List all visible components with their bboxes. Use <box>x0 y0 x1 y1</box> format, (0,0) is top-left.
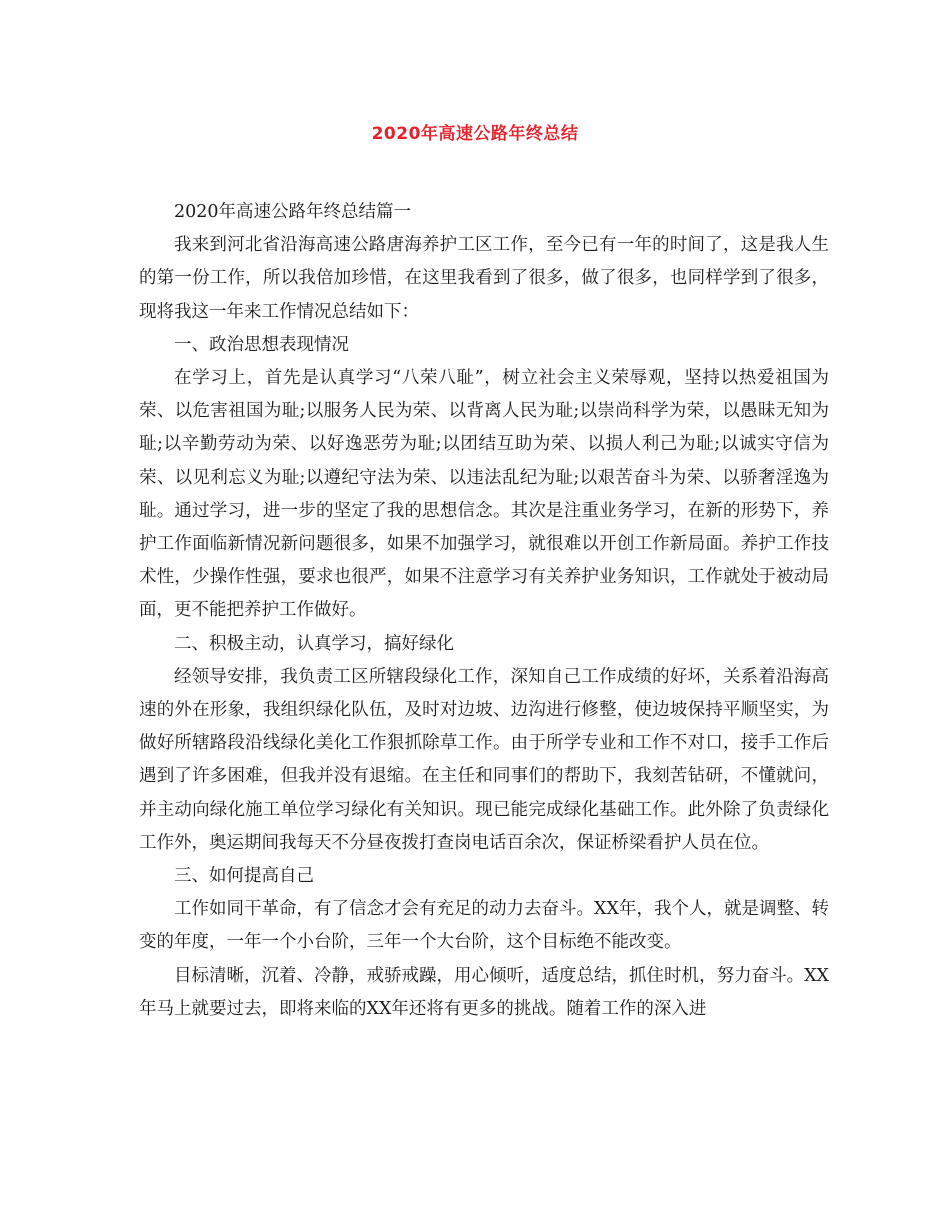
paragraph-section-3b: 目标清晰，沉着、冷静，戒骄戒躁，用心倾听，适度总结，抓住时机，努力奋斗。XX年马上就要过去，即将来临的XX年还将有更多的挑战。随着工作的深入进 <box>139 965 829 1019</box>
paragraph-section-1: 在学习上，首先是认真学习“八荣八耻”，树立社会主义荣辱观，坚持以热爱祖国为荣、以危害祖国为耻;以服务人民为荣、以背离人民为耻;以崇尚科学为荣，以愚昧无知为耻;以辛勤劳动为荣、以好逸恶劳为耻;以团结互助为荣、以损人利己为耻;以诚实守信为荣、以见利忘义为耻;以遵纪守法为荣、以违法乱纪为耻;以艰苦奋斗为荣、以骄奢淫逸为耻。通过学习，进一步的坚定了我的思想信念。其次是注重业务学习，在新的形势下，养护工作面临新情况新问题很多，如果不加强学习，就很难以开创工作新局面。养护工作技术性，少操作性强，要求也很严，如果不注意学习有关养护业务知识，工作就处于被动局面，更不能把养护工作做好。 <box>139 368 829 621</box>
section-heading-3: 三、如何提高自己 <box>174 866 314 887</box>
paragraph-subtitle: 2020年高速公路年终总结篇一 <box>174 202 412 222</box>
paragraph-section-3a: 工作如同干革命，有了信念才会有充足的动力去奋斗。XX年，我个人，就是调整、转变的年度，一年一个小台阶，三年一个大台阶，这个目标绝不能改变。 <box>139 899 829 953</box>
document-body <box>139 196 829 1026</box>
paragraph-intro: 我来到河北省沿海高速公路唐海养护工区工作，至今已有一年的时间了，这是我人生的第一份工作，所以我倍加珍惜，在这里我看到了很多，做了很多，也同样学到了很多，现将我这一年来工作情况总结如下： <box>139 235 829 322</box>
section-heading-2: 二、积极主动，认真学习，搞好绿化 <box>174 633 454 654</box>
document-title: 2020年高速公路年终总结 <box>371 124 579 144</box>
section-heading-1: 一、政治思想表现情况 <box>174 334 349 355</box>
paragraph-section-2: 经领导安排，我负责工区所辖段绿化工作，深知自己工作成绩的好坏，关系着沿海高速的外在形象，我组织绿化队伍，及时对边坡、边沟进行修整，使边坡保持平顺坚实，为做好所辖路段沿线绿化美化工作狠抓除草工作。由于所学专业和工作不对口，接手工作后遇到了许多困难，但我并没有退缩。在主任和同事们的帮助下，我刻苦钻研，不懂就问，并主动向绿化施工单位学习绿化有关知识。现已能完成绿化基础工作。此外除了负责绿化工作外，奥运期间我每天不分昼夜拨打查岗电话百余次，保证桥梁看护人员在位。 <box>139 666 829 853</box>
